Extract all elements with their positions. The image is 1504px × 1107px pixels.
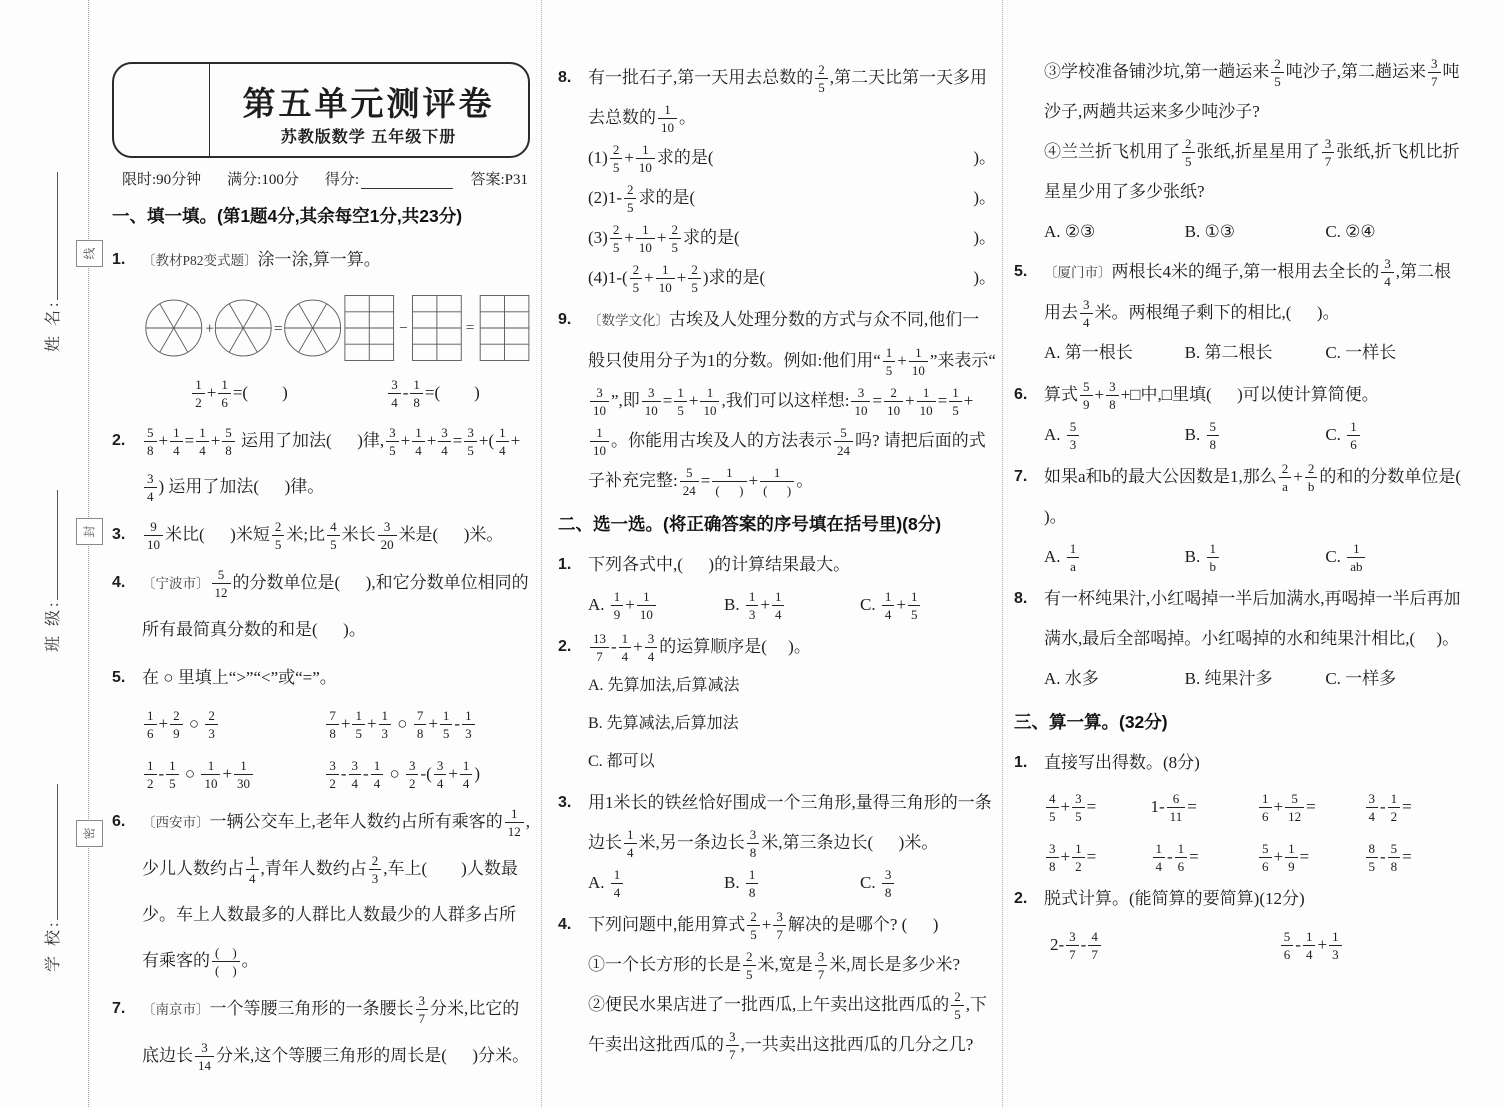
option-b: B. 先算减法,后算加法	[588, 715, 739, 732]
question-s1-6	[112, 799, 530, 984]
question-s2-5	[1014, 252, 1466, 373]
expression: $\frac{5}{6}$ + $\frac{1}{9}$ =	[1257, 837, 1360, 877]
item-text: 在 ○ 里填上“>”“<”或“=”。	[142, 668, 337, 687]
option-c: C. 一样多	[1325, 669, 1397, 688]
options-row	[1044, 659, 1466, 699]
score-label: 得分:	[324, 172, 360, 188]
sub-option-3: ③学校准备铺沙坑,第一趟运来 $\frac{2}{5}$ 吨沙子,第二趟运来 $\frac{3}{7}$ 吨沙子,两趟共运来多少吨沙子?	[1044, 56, 1460, 121]
options-row	[1044, 333, 1466, 373]
seal-char-box	[76, 240, 103, 267]
question-s2-2	[558, 627, 996, 781]
q1-formulas	[142, 370, 530, 416]
item-text	[142, 237, 530, 284]
item-text: 算式 $\frac{5}{9}$ + $\frac{3}{8}$ +□中,□里填( )可以使计算简便。	[1044, 379, 1379, 413]
section3-heading: 三、算一算。(32分)	[1014, 712, 1168, 732]
item-number: 1.	[112, 251, 126, 268]
score-blank	[361, 185, 453, 189]
item-text	[1044, 252, 1466, 333]
column-3	[1014, 52, 1483, 967]
close-paren: )。	[973, 188, 996, 207]
sub-question	[588, 258, 996, 298]
fraction-circles-diagram	[144, 288, 344, 368]
section1-heading: 一、填一填。(第1题4分,其余每空1分,共23分)	[112, 206, 463, 226]
item-text: 直接写出得数。(8分)	[1044, 753, 1200, 772]
item-number: 8.	[1014, 590, 1028, 607]
sub-question-text: (1) $\frac{2}{5}$ + $\frac{1}{10}$ 求的是(	[588, 142, 714, 176]
seal-char: 密	[82, 827, 97, 840]
question-s1-2	[112, 418, 530, 510]
item-text	[142, 799, 530, 984]
item-text: $\frac{13}{7}$ - $\frac{1}{4}$ + $\frac{3}{4}$ 的运算顺序是( )。	[588, 627, 996, 667]
item-text: $\frac{5}{8}$ + $\frac{1}{4}$ = $\frac{1}{4}$ + $\frac{5}{8}$ 运用了加法( )律, $\frac{3}{5}$ + $\frac{1}{4}$ + $\frac{3}{4}$ = $\frac{3}{5}$ +( $\frac{1}{4}$ + $\frac{3}{4}$ ) 运用了加法( )律。	[142, 418, 530, 510]
question-s1-8	[558, 58, 996, 298]
question-s2-8	[1014, 579, 1466, 699]
name-label: 姓 名:	[45, 299, 62, 352]
item-number: 6.	[112, 813, 126, 830]
comparison-grid	[142, 701, 530, 797]
comparison-expr: $\frac{1}{6}$ + $\frac{2}{9}$ ○ $\frac{2}{3}$	[142, 701, 324, 747]
item-number: 6.	[1014, 386, 1028, 403]
seal-char-box	[76, 518, 103, 545]
item-text: 有一杯纯果汁,小红喝掉一半后加满水,再喝掉一半后再加满水,最后全部喝掉。小红喝掉的水和纯果汁相比,( )。	[1044, 589, 1461, 648]
class-blank	[54, 490, 58, 600]
name-field	[40, 172, 63, 352]
expression: $\frac{1}{4}$ - $\frac{1}{6}$ =	[1151, 837, 1254, 877]
option-a: A. ②③	[1044, 222, 1096, 241]
q1-diagrams	[142, 284, 530, 368]
equals-operator: =	[273, 320, 283, 338]
formula-right: $\frac{3}{4}$ - $\frac{1}{8}$ =( )	[336, 370, 530, 416]
section2-heading: 二、选一选。(将正确答案的序号填在括号里)(8分)	[558, 514, 942, 534]
expression: $\frac{3}{8}$ + $\frac{1}{2}$ =	[1044, 837, 1147, 877]
item-number: 8.	[558, 69, 572, 86]
seal-char: 线	[82, 247, 97, 260]
sub-question	[588, 218, 996, 258]
direct-write-grid	[1044, 783, 1466, 877]
class-label: 班 级:	[45, 599, 62, 652]
item-text: $\frac{9}{10}$ 米比( )米短 $\frac{2}{5}$ 米;比 $\frac{4}{5}$ 米长 $\frac{3}{20}$ 米是( )米。	[142, 512, 530, 558]
options-row	[588, 863, 996, 903]
option-b: B. $\frac{1}{8}$	[724, 863, 860, 903]
options-row	[1044, 212, 1466, 252]
comparison-expr: $\frac{1}{2}$ - $\frac{1}{5}$ ○ $\frac{1}{10}$ + $\frac{1}{30}$	[142, 751, 324, 797]
item-text: 用1米长的铁丝恰好围成一个三角形,量得三角形的一条边长 $\frac{1}{4}$ 米,另一条边长 $\frac{3}{8}$ 米,第三条边长( )米。	[588, 793, 992, 861]
sub-question-text: (2)1- $\frac{2}{5}$ 求的是(	[588, 182, 696, 216]
seal-char: 封	[82, 525, 97, 538]
class-field	[40, 490, 63, 652]
question-s1-1	[112, 237, 530, 416]
column-2	[558, 58, 996, 1067]
comparison-expr: $\frac{3}{2}$ - $\frac{3}{4}$ - $\frac{1}{4}$ ○ $\frac{3}{2}$ -( $\frac{3}{4}$ + $\frac{1}{4}$ )	[324, 751, 530, 797]
source-tag: 〔宁波市〕	[142, 576, 210, 591]
sub-option-4: ④兰兰折飞机用了 $\frac{2}{5}$ 张纸,折星星用了 $\frac{3}{7}$ 张纸,折飞机比折星星少用了多少张纸?	[1044, 136, 1460, 201]
item-text: 有一批石子,第一天用去总数的 $\frac{2}{5}$ ,第二天比第一天多用去总数的 $\frac{1}{10}$ 。	[588, 62, 987, 136]
option-b: B. $\frac{1}{b}$	[1185, 537, 1326, 577]
source-tag: 〔厦门市〕	[1044, 265, 1112, 280]
sub-question	[588, 138, 996, 178]
option-b: B. 纯果汁多	[1184, 669, 1273, 688]
sub-question	[588, 178, 996, 218]
question-s2-4	[558, 905, 996, 1065]
sub-option-2: ②便民水果店进了一批西瓜,上午卖出这批西瓜的 $\frac{2}{5}$ ,下午卖出这批西瓜的 $\frac{3}{7}$ ,一共卖出这批西瓜的几分之几?	[588, 989, 987, 1063]
option-c: C. $\frac{1}{6}$	[1325, 415, 1466, 455]
school-label: 学 校:	[45, 919, 62, 972]
full-score: 满分:100分	[227, 172, 299, 188]
school-blank	[54, 784, 58, 920]
option-c: C. $\frac{1}{4}$ + $\frac{1}{5}$	[860, 585, 996, 625]
exam-subtitle: 苏教版数学 五年级下册	[280, 129, 457, 146]
item-number: 4.	[112, 574, 126, 591]
option-a: A. 第一根长	[1044, 343, 1133, 362]
school-field	[40, 784, 63, 972]
item-text	[588, 300, 996, 501]
question-s1-3	[112, 512, 530, 558]
question-s3-1	[1014, 743, 1466, 877]
expression: $\frac{3}{4}$ - $\frac{1}{2}$ =	[1364, 787, 1467, 827]
item-number: 5.	[1014, 263, 1028, 280]
expression: $\frac{5}{6}$ - $\frac{1}{4}$ + $\frac{1}{3}$	[1279, 925, 1466, 965]
time-limit: 限时:90分钟	[122, 172, 202, 188]
seal-char-box	[76, 820, 103, 847]
formula-left: $\frac{1}{2}$ + $\frac{1}{6}$ =( )	[142, 370, 336, 416]
item-prompt: 一个等腰三角形的一条腰长 $\frac{3}{7}$ 分米,比它的底边长 $\frac{3}{14}$ 分米,这个等腰三角形的周长是( )分米。	[142, 993, 530, 1074]
item-text	[142, 560, 530, 653]
item-prompt: 涂一涂,算一算。	[257, 250, 381, 269]
item-number: 1.	[1014, 754, 1028, 771]
item-number: 9.	[558, 311, 572, 328]
option-a: A. $\frac{1}{9}$ + $\frac{1}{10}$	[588, 585, 724, 625]
expression: 2- $\frac{3}{7}$ - $\frac{4}{7}$	[1050, 925, 1279, 965]
item-number: 3.	[112, 526, 126, 543]
item-number: 3.	[558, 794, 572, 811]
column-1	[112, 62, 530, 1081]
option-c: C. $\frac{1}{ab}$	[1325, 537, 1466, 577]
option-c: C. $\frac{3}{8}$	[860, 863, 996, 903]
close-paren: )。	[973, 228, 996, 247]
options-row	[1044, 537, 1466, 577]
question-s1-5	[112, 655, 530, 797]
option-a: A. $\frac{5}{3}$	[1044, 415, 1185, 455]
item-prompt: 两根长4米的绳子,第一根用去全长的 $\frac{3}{4}$ ,第二根用去 $\frac{3}{4}$ 米。两根绳子剩下的相比,( )。	[1044, 256, 1451, 331]
item-text: 下列问题中,能用算式 $\frac{2}{5}$ + $\frac{3}{7}$ 解决的是哪个? ( )	[588, 909, 939, 943]
equals-operator: =	[465, 319, 475, 337]
item-number: 5.	[112, 669, 126, 686]
source-tag: 〔西安市〕	[142, 815, 210, 830]
question-s1-4	[112, 560, 530, 653]
item-prompt: 一辆公交车上,老年人数约占所有乘客的 $\frac{1}{12}$ ,少儿人数约占 $\frac{1}{4}$ ,青年人数约占 $\frac{2}{3}$ ,车上( )人数最少。车上人数最多的人群比人数最少的人群多占所有乘客的 $\frac{( )}{( )}$ 。	[142, 806, 530, 979]
name-blank	[54, 172, 58, 300]
options-row	[1044, 415, 1466, 455]
exam-info-line	[122, 168, 528, 189]
item-number: 7.	[112, 1000, 126, 1017]
question-s2-4-continued	[1014, 52, 1466, 252]
option-a: A. $\frac{1}{4}$	[588, 863, 724, 903]
minus-operator: −	[399, 319, 408, 337]
option-c: C. 一样长	[1325, 343, 1397, 362]
column-separator-2	[1002, 0, 1003, 1107]
expression: $\frac{1}{6}$ + $\frac{5}{12}$ =	[1257, 787, 1360, 827]
fraction-grids-diagram	[344, 288, 530, 368]
question-s2-6	[1014, 375, 1466, 455]
comparison-expr: $\frac{7}{8}$ + $\frac{1}{5}$ + $\frac{1}{3}$ ○ $\frac{7}{8}$ + $\frac{1}{5}$ - $\frac{1}{3}$	[324, 701, 530, 747]
option-a: A. 水多	[1044, 669, 1099, 688]
option-a: A. 先算加法,后算减法	[588, 677, 740, 694]
seal-dotted-line	[88, 0, 89, 1107]
item-text	[142, 986, 530, 1079]
question-s1-7	[112, 986, 530, 1079]
item-number: 4.	[558, 916, 572, 933]
header-box	[112, 62, 530, 158]
exam-title: 第五单元测评卷	[242, 85, 495, 122]
item-number: 1.	[558, 556, 572, 573]
sub-question-text: (3) $\frac{2}{5}$ + $\frac{1}{10}$ + $\frac{2}{5}$ 求的是(	[588, 222, 740, 256]
item-text: 下列各式中,( )的计算结果最大。	[588, 555, 851, 574]
item-text: 如果a和b的最大公因数是1,那么 $\frac{2}{a}$ + $\frac{2}{b}$ 的和的分数单位是( )。	[1044, 461, 1483, 526]
plus-operator: +	[205, 320, 214, 338]
source-tag: 〔南京市〕	[142, 1002, 210, 1017]
expression: $\frac{8}{5}$ - $\frac{5}{8}$ =	[1364, 837, 1467, 877]
close-paren: )。	[973, 148, 996, 167]
option-b: B. $\frac{1}{3}$ + $\frac{1}{4}$	[724, 585, 860, 625]
option-c: C. 都可以	[588, 753, 655, 770]
source-tag: 〔数学文化〕	[588, 313, 669, 328]
options-row	[588, 585, 996, 625]
item-number: 2.	[1014, 890, 1028, 907]
option-c: C. ②④	[1325, 222, 1376, 241]
item-prompt: 古埃及人处理分数的方式与众不同,他们一般只使用分子为1的分数。例如:他们用“ $\frac{1}{5}$ + $\frac{1}{10}$ ”来表示“ $\frac{3}{10}$ ”,即 $\frac{3}{10}$ = $\frac{1}{5}$ + $\frac{1}{10}$ ,我们可以这样想: $\frac{3}{10}$ = $\frac{2}{10}$ + $\frac{1}{10}$ = $\frac{1}{5}$ + $\frac{1}{10}$ 。你能用古埃及人的方法表示 $\frac{5}{24}$ 吗? 请把后面的式子补充完整: $\frac{5}{24}$ = $\frac{1}{( )}$ + $\frac{1}{( )}$ 。	[588, 310, 996, 499]
column-separator-1	[541, 0, 542, 1107]
question-s3-2	[1014, 879, 1466, 965]
option-a: A. $\frac{1}{a}$	[1044, 537, 1185, 577]
source-tag: 〔教材P82变式题〕	[142, 253, 258, 268]
item-text: 脱式计算。(能简算的要简算)(12分)	[1044, 889, 1305, 908]
sub-option-1: ①一个长方形的长是 $\frac{2}{5}$ 米,宽是 $\frac{3}{7}$ 米,周长是多少米?	[588, 949, 961, 983]
answer-ref: 答案:P31	[470, 172, 528, 188]
option-b: B. 第二根长	[1184, 343, 1273, 362]
expression: $\frac{4}{5}$ + $\frac{3}{5}$ =	[1044, 787, 1147, 827]
question-s2-1	[558, 545, 996, 625]
question-s2-7	[1014, 457, 1483, 577]
option-b: B. $\frac{5}{8}$	[1185, 415, 1326, 455]
close-paren: )。	[973, 268, 996, 287]
item-number: 2.	[558, 638, 572, 655]
item-prompt: $\frac{5}{12}$ 的分数单位是( ),和它分数单位相同的所有最简真分数的和是( )。	[142, 567, 529, 639]
option-b: B. ①③	[1184, 222, 1235, 241]
item-number: 2.	[112, 432, 126, 449]
sub-question-text: (4)1-( $\frac{2}{5}$ + $\frac{1}{10}$ + $\frac{2}{5}$ )求的是(	[588, 262, 766, 296]
item-number: 7.	[1014, 468, 1028, 485]
expression: 1- $\frac{6}{11}$ =	[1150, 791, 1197, 825]
off-form-grid	[1044, 919, 1466, 965]
question-s1-9	[558, 300, 996, 501]
question-s2-3	[558, 783, 996, 903]
